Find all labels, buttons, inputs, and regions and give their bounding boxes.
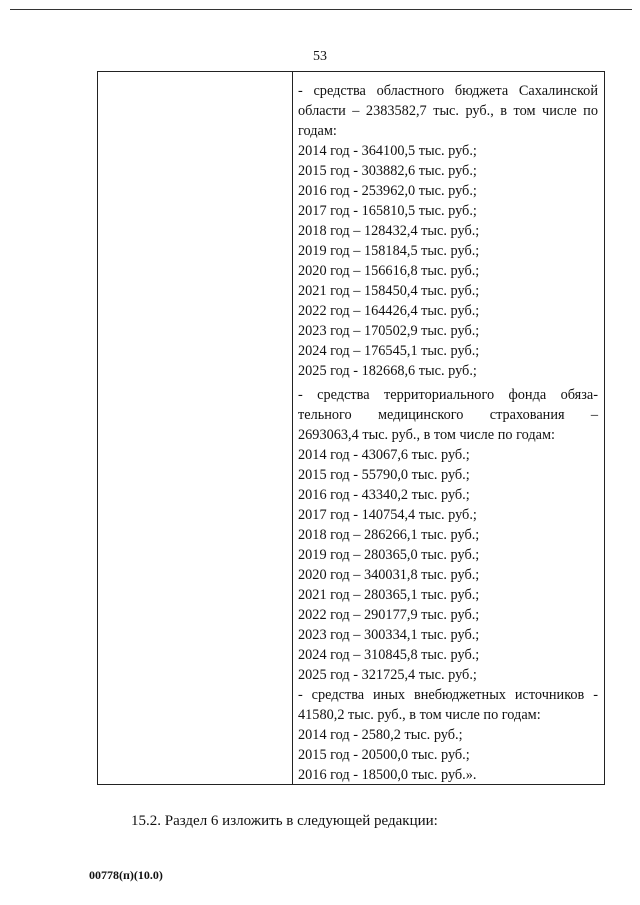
regional-budget-year: 2020 год – 156616,8 тыс. руб.; <box>298 263 480 279</box>
regional-budget-year: 2021 год – 158450,4 тыс. руб.; <box>298 283 480 299</box>
territorial-fund-heading: - средства территориального фонда обяза- <box>298 387 598 403</box>
regional-budget-year: 2024 год – 176545,1 тыс. руб.; <box>298 343 480 359</box>
regional-budget-year: 2023 год – 170502,9 тыс. руб.; <box>298 323 480 339</box>
territorial-fund-year: 2015 год - 55790,0 тыс. руб.; <box>298 467 470 483</box>
regional-budget-year: 2025 год - 182668,6 тыс. руб.; <box>298 363 477 379</box>
territorial-fund-year: 2021 год – 280365,1 тыс. руб.; <box>298 587 480 603</box>
regional-budget-year: 2017 год - 165810,5 тыс. руб.; <box>298 203 477 219</box>
page-number: 53 <box>313 49 327 64</box>
regional-budget-year: 2022 год – 164426,4 тыс. руб.; <box>298 303 480 319</box>
regional-budget-year: 2016 год - 253962,0 тыс. руб.; <box>298 183 477 199</box>
regional-budget-year: 2014 год - 364100,5 тыс. руб.; <box>298 143 477 159</box>
other-sources-year: 2016 год - 18500,0 тыс. руб.». <box>298 767 477 783</box>
top-rule <box>10 9 632 10</box>
territorial-fund-year: 2025 год - 321725,4 тыс. руб.; <box>298 667 477 683</box>
territorial-fund-year: 2019 год – 280365,0 тыс. руб.; <box>298 547 480 563</box>
regional-budget-heading: области – 2383582,7 тыс. руб., в том числе по <box>298 103 598 119</box>
territorial-fund-year: 2024 год – 310845,8 тыс. руб.; <box>298 647 480 663</box>
document-code: 00778(п)(10.0) <box>89 868 163 882</box>
territorial-fund-year: 2016 год - 43340,2 тыс. руб.; <box>298 487 470 503</box>
regional-budget-heading: - средства областного бюджета Сахалинской <box>298 83 598 99</box>
other-sources-heading: 41580,2 тыс. руб., в том числе по годам: <box>298 707 541 723</box>
territorial-fund-year: 2020 год – 340031,8 тыс. руб.; <box>298 567 480 583</box>
section-amendment-note: 15.2. Раздел 6 изложить в следующей редакции: <box>131 813 438 829</box>
table-left-cell <box>98 72 293 784</box>
territorial-fund-year: 2017 год - 140754,4 тыс. руб.; <box>298 507 477 523</box>
other-sources-year: 2014 год - 2580,2 тыс. руб.; <box>298 727 463 743</box>
territorial-fund-year: 2023 год – 300334,1 тыс. руб.; <box>298 627 480 643</box>
territorial-fund-year: 2014 год - 43067,6 тыс. руб.; <box>298 447 470 463</box>
territorial-fund-year: 2022 год – 290177,9 тыс. руб.; <box>298 607 480 623</box>
regional-budget-year: 2019 год – 158184,5 тыс. руб.; <box>298 243 480 259</box>
regional-budget-heading: годам: <box>298 123 337 139</box>
funding-table <box>97 71 605 785</box>
table-right-cell <box>293 72 604 784</box>
regional-budget-year: 2018 год – 128432,4 тыс. руб.; <box>298 223 480 239</box>
regional-budget-year: 2015 год - 303882,6 тыс. руб.; <box>298 163 477 179</box>
territorial-fund-heading: тельного медицинского страхования – <box>298 407 598 423</box>
other-sources-heading: - средства иных внебюджетных источников - <box>298 687 598 703</box>
other-sources-year: 2015 год - 20500,0 тыс. руб.; <box>298 747 470 763</box>
territorial-fund-heading: 2693063,4 тыс. руб., в том числе по годам: <box>298 427 555 443</box>
territorial-fund-year: 2018 год – 286266,1 тыс. руб.; <box>298 527 480 543</box>
